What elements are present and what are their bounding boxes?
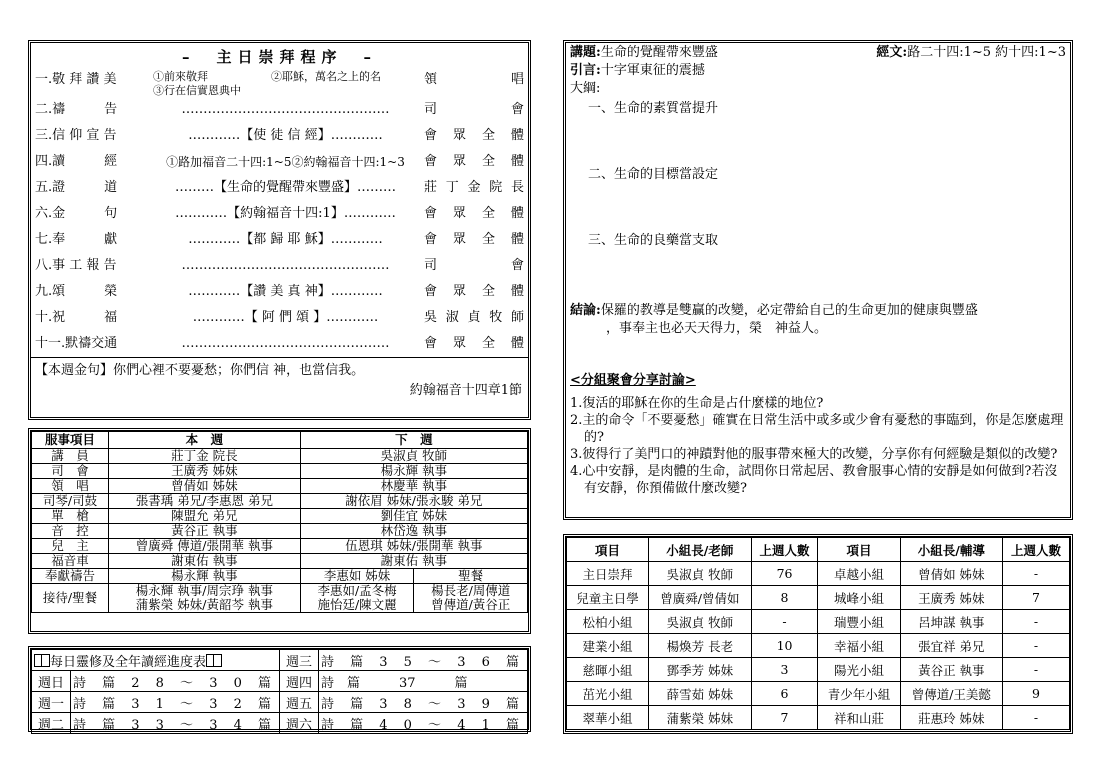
order-row-reading [35, 151, 524, 173]
intro-line [570, 63, 1066, 79]
order-row-verse [35, 203, 524, 225]
order-row-doxology [35, 281, 524, 303]
staff-line: 曾傳道/黃谷正 [431, 597, 511, 612]
staff-item: 講 員 [32, 449, 109, 464]
table-row [567, 562, 1070, 586]
table-row [32, 554, 528, 569]
group-name: 青少年小組 [818, 682, 900, 706]
group-leader: 鄧季芳 姊妹 [649, 658, 751, 682]
order-item-person: 會眾全體 [424, 128, 524, 143]
staff-this-week: 陳盟允 弟兄 [109, 509, 301, 524]
table-row [567, 586, 1070, 610]
table-row [567, 634, 1070, 658]
group-count: 9 [1003, 682, 1070, 706]
group-leader: 莊惠玲 姊妹 [900, 706, 1002, 730]
group-leader: 曾廣舜/曾倩如 [649, 586, 751, 610]
staff-item: 音 控 [32, 524, 109, 539]
conclusion-label: 結論: [570, 303, 601, 318]
order-item-name: 七.奉 獻 [35, 232, 118, 247]
group-count: 10 [751, 634, 818, 658]
order-item-detail: …………【 阿 們 頌 】………… [192, 310, 379, 325]
column-header: 項目 [567, 538, 649, 562]
order-row-offering [35, 229, 524, 251]
order-item-detail: ………………………………………… [181, 102, 390, 117]
order-item-detail: ………………………………………… [181, 258, 390, 273]
group-count: 7 [751, 706, 818, 730]
order-item-person: 吳淑貞牧師 [424, 310, 524, 325]
staff-item: 領 唱 [32, 479, 109, 494]
staff-next-week: 吳淑貞 牧師 [300, 449, 527, 464]
outline-label: 大綱: [570, 81, 601, 96]
outline-point-2: 二、生命的目標當設定 [588, 167, 719, 182]
group-count: - [751, 610, 818, 634]
column-header: 下 週 [300, 432, 527, 449]
staff-item: 單 槍 [32, 509, 109, 524]
worship-order-panel [28, 40, 531, 420]
column-header: 小組長/老師 [649, 538, 751, 562]
group-count: - [1003, 610, 1070, 634]
table-row [32, 650, 528, 671]
service-staff-panel [28, 428, 531, 634]
staff-line: 李惠如/孟冬梅 [317, 583, 397, 598]
table-header-row [567, 538, 1070, 562]
table-row [32, 494, 528, 509]
bible-passage: 詩 篇 2 8 ～ 3 0 篇 [70, 671, 279, 692]
staff-this-week: 曾廣舜 傳道/張開華 執事 [109, 539, 301, 554]
bible-day: 週三 [280, 650, 319, 671]
staff-next-week: 劉佳宜 姊妹 [300, 509, 527, 524]
staff-item: 兒 主 [32, 539, 109, 554]
staff-item: 福音車 [32, 554, 109, 569]
group-name: 翠華小組 [567, 706, 649, 730]
group-count: 8 [751, 586, 818, 610]
open-book-icon [206, 654, 222, 667]
bible-day: 週日 [32, 671, 71, 692]
sermon-notes-panel [563, 40, 1073, 520]
group-leader: 呂坤謀 執事 [900, 610, 1002, 634]
table-row [32, 479, 528, 494]
table-row [32, 449, 528, 464]
column-header: 項目 [818, 538, 900, 562]
scripture-line [876, 45, 1066, 61]
divider [31, 357, 528, 358]
staff-next-week: 楊永輝 執事 [300, 464, 527, 479]
order-row-prayer [35, 99, 524, 121]
order-row-blessing [35, 307, 524, 329]
discussion-questions [570, 395, 1066, 497]
group-leader: 張宜祥 弟兄 [900, 634, 1002, 658]
discussion-title: <分組聚會分享討論> [570, 373, 696, 388]
order-item-detail: ①路加福音二十四:1~5②約翰福音十四:1~3 [166, 155, 405, 169]
staff-this-week: 張書瑀 弟兄/李惠恩 弟兄 [109, 494, 301, 509]
group-name: 卓越小組 [818, 562, 900, 586]
group-name: 幸福小組 [818, 634, 900, 658]
staff-line: 施怡廷/陳文麗 [317, 597, 397, 612]
order-item-person: 領唱 [424, 72, 524, 87]
table-row [567, 610, 1070, 634]
order-item-person: 會眾全體 [424, 154, 524, 169]
order-item-person: 會眾全體 [424, 284, 524, 299]
staff-line: 楊長老/周傳道 [431, 583, 511, 598]
order-item-name: 十.祝 福 [35, 310, 118, 325]
staff-this-week: 曾倩如 姊妹 [109, 479, 301, 494]
group-count: - [1003, 562, 1070, 586]
service-staff-table [31, 431, 528, 613]
song-3: ③行在信實恩典中 [153, 84, 241, 97]
group-leader: 楊煥芳 長老 [649, 634, 751, 658]
staff-next-week: 謝東佑 執事 [300, 554, 527, 569]
order-item-detail: …………【約翰福音十四:1】………… [175, 206, 396, 221]
order-row-creed [35, 125, 524, 147]
group-name: 茁光小組 [567, 682, 649, 706]
bible-day: 週六 [280, 713, 319, 734]
staff-item: 司 會 [32, 464, 109, 479]
staff-next-week: 謝依眉 姊妹/張永駿 弟兄 [300, 494, 527, 509]
staff-next-communion: 聖餐 [414, 569, 528, 584]
order-item-person: 會眾全體 [424, 232, 524, 247]
staff-item: 接待/聖餐 [32, 584, 109, 613]
bible-title-text: 每日靈修及全年讀經進度表 [50, 654, 207, 670]
table-header-row [32, 432, 528, 449]
bible-passage: 詩 篇 3 5 ～ 3 6 篇 [318, 650, 527, 671]
group-count: 7 [1003, 586, 1070, 610]
column-header: 上週人數 [1003, 538, 1070, 562]
scripture-label: 經文: [876, 45, 908, 60]
order-item-detail: …………【讚 美 真 神】………… [188, 284, 383, 299]
group-attendance-table [566, 537, 1070, 730]
order-row-report [35, 255, 524, 277]
table-row [567, 706, 1070, 730]
group-leader: 蒲紫榮 姊妹 [649, 706, 751, 730]
bible-reading-title [32, 650, 280, 671]
group-leader: 王廣秀 姊妹 [900, 586, 1002, 610]
order-item-name: 一.敬 拜 讚 美 [35, 72, 117, 87]
bible-passage: 詩 篇 3 3 ～ 3 4 篇 [70, 713, 279, 734]
order-item-name: 三.信 仰 宣 告 [35, 128, 117, 143]
staff-this-week: 莊丁金 院長 [109, 449, 301, 464]
bible-passage: 詩 篇 3 1 ～ 3 2 篇 [70, 692, 279, 713]
staff-next-week: 伍恩琪 姊妹/張開華 執事 [300, 539, 527, 554]
group-name: 建業小組 [567, 634, 649, 658]
bible-passage: 詩 篇 4 0 ～ 4 1 篇 [318, 713, 527, 734]
order-item-name: 六.金 句 [35, 206, 118, 221]
group-leader: 吳淑貞 牧師 [649, 562, 751, 586]
table-row [32, 584, 528, 613]
outline-point-1: 一、生命的素質當提升 [588, 101, 719, 116]
staff-this-week: 楊永輝 執事 [109, 569, 301, 584]
conclusion-text-2: ，事奉主也必天天得力，榮 神益人。 [606, 321, 828, 336]
staff-this-week: 黃谷正 執事 [109, 524, 301, 539]
group-count: 6 [751, 682, 818, 706]
staff-next-week [300, 584, 414, 613]
question-item: 1.復活的耶穌在你的生命是占什麼樣的地位? [570, 396, 824, 411]
table-row [567, 658, 1070, 682]
staff-next-week: 李惠如 姊妹 [300, 569, 414, 584]
order-item-person: 莊丁金院長 [424, 180, 524, 195]
group-count: 3 [751, 658, 818, 682]
order-item-name: 九.頌 榮 [35, 284, 118, 299]
intro-label: 引言: [570, 63, 601, 78]
bible-day: 週四 [280, 671, 319, 692]
group-name: 松柏小組 [567, 610, 649, 634]
staff-next-week: 林慶華 執事 [300, 479, 527, 494]
table-row [32, 539, 528, 554]
bible-day: 週二 [32, 713, 71, 734]
staff-item: 奉獻禱告 [32, 569, 109, 584]
table-row [32, 692, 528, 713]
staff-this-week: 謝東佑 執事 [109, 554, 301, 569]
question-item: 2.主的命令「不要憂愁」確實在日常生活中或多或少會有憂愁的事臨到，你是怎麼處理的? [570, 413, 1064, 445]
weekly-verse-reference: 約翰福音十四章1節 [409, 383, 522, 398]
order-item-detail: ………【生命的覺醒帶來豐盛】……… [174, 180, 396, 195]
conclusion-text: 保羅的教導是雙贏的改變，必定帶給自己的生命更加的健康與豐盛 [600, 303, 978, 318]
group-count: - [1003, 634, 1070, 658]
order-item-detail: …………【使 徒 信 經】………… [188, 128, 383, 143]
column-header: 服事項目 [32, 432, 109, 449]
group-name: 城峰小組 [818, 586, 900, 610]
sermon-topic: 生命的覺醒帶來豐盛 [600, 45, 718, 60]
sermon-scripture: 路二十四:1~5 約十四:1~3 [907, 45, 1066, 60]
staff-this-week [109, 584, 301, 613]
order-item-name: 四.讀 經 [35, 154, 118, 169]
staff-this-week: 王廣秀 姊妹 [109, 464, 301, 479]
table-row [32, 713, 528, 734]
group-name: 瑞豐小組 [818, 610, 900, 634]
staff-line: 楊永輝 執事/周宗琤 執事 [135, 583, 273, 598]
group-count: - [1003, 706, 1070, 730]
order-item-name: 二.禱 告 [35, 102, 118, 117]
bible-passage: 詩 篇 3 8 ～ 3 9 篇 [318, 692, 527, 713]
order-item-person: 司會 [424, 102, 524, 117]
column-header: 本 週 [109, 432, 301, 449]
open-book-icon [34, 654, 50, 667]
group-name: 陽光小組 [818, 658, 900, 682]
table-row [32, 464, 528, 479]
staff-next-week: 林岱逸 執事 [300, 524, 527, 539]
group-count: - [1003, 658, 1070, 682]
order-item-person: 會眾全體 [424, 336, 524, 351]
group-leader: 吳淑貞 牧師 [649, 610, 751, 634]
question-item: 4.心中安靜，是肉體的生命，試問你日常起居、教會服事心情的安靜是如何做到?若沒有安靜，你預備做什麼改變? [570, 464, 1058, 496]
order-item-name: 五.證 道 [35, 180, 118, 195]
order-item-name: 十一.默禱交通 [35, 336, 118, 351]
column-header: 上週人數 [751, 538, 818, 562]
bible-reading-panel [28, 646, 531, 732]
bible-passage: 詩 篇 37 篇 [318, 671, 527, 692]
group-name: 主日崇拜 [567, 562, 649, 586]
song-1: ①前來敬拜 [153, 70, 208, 83]
worship-order-title: – 主日崇拜程序 – [181, 48, 377, 66]
topic-label: 講題: [570, 45, 601, 60]
conclusion-line [570, 303, 1066, 319]
group-attendance-panel [563, 534, 1073, 734]
staff-item: 司琴/司鼓 [32, 494, 109, 509]
question-item: 3.彼得行了美門口的神蹟對他的服事帶來極大的改變，分享你有何經驗是類似的改變? [570, 447, 1058, 462]
staff-line: 蒲紫榮 姊妹/黃韶芩 執事 [135, 597, 273, 612]
staff-next-communion [414, 584, 528, 613]
group-name: 兒童主日學 [567, 586, 649, 610]
song-2: ②耶穌，萬名之上的名 [271, 70, 381, 83]
table-row [567, 682, 1070, 706]
order-item-detail: ………………………………………… [181, 336, 390, 351]
table-row [32, 524, 528, 539]
table-row [32, 671, 528, 692]
group-leader: 薛雪茹 姊妹 [649, 682, 751, 706]
order-item-detail: …………【都 歸 耶 穌】………… [188, 232, 383, 247]
column-header: 小組長/輔導 [900, 538, 1002, 562]
group-name: 慈暉小組 [567, 658, 649, 682]
order-row-fellowship [35, 333, 524, 355]
outline-point-3: 三、生命的良藥當支取 [588, 233, 719, 248]
bible-reading-table [31, 649, 528, 734]
bible-day: 週一 [32, 692, 71, 713]
sermon-topic-line [570, 45, 1066, 61]
order-item-person: 會眾全體 [424, 206, 524, 221]
group-leader: 曾倩如 姊妹 [900, 562, 1002, 586]
table-row [32, 569, 528, 584]
group-name: 祥和山莊 [818, 706, 900, 730]
weekly-verse-text: 【本週金句】你們心裡不要憂愁；你們信 神，也當信我。 [35, 363, 365, 378]
sermon-intro: 十字軍東征的震撼 [600, 63, 705, 78]
group-leader: 黃谷正 執事 [900, 658, 1002, 682]
weekly-verse [35, 361, 522, 401]
order-row-sermon [35, 177, 524, 199]
group-leader: 曾傳道/王美懿 [900, 682, 1002, 706]
order-item-name: 八.事 工 報 告 [35, 258, 117, 273]
bible-day: 週五 [280, 692, 319, 713]
group-count: 76 [751, 562, 818, 586]
table-row [32, 509, 528, 524]
order-item-person: 司會 [424, 258, 524, 273]
